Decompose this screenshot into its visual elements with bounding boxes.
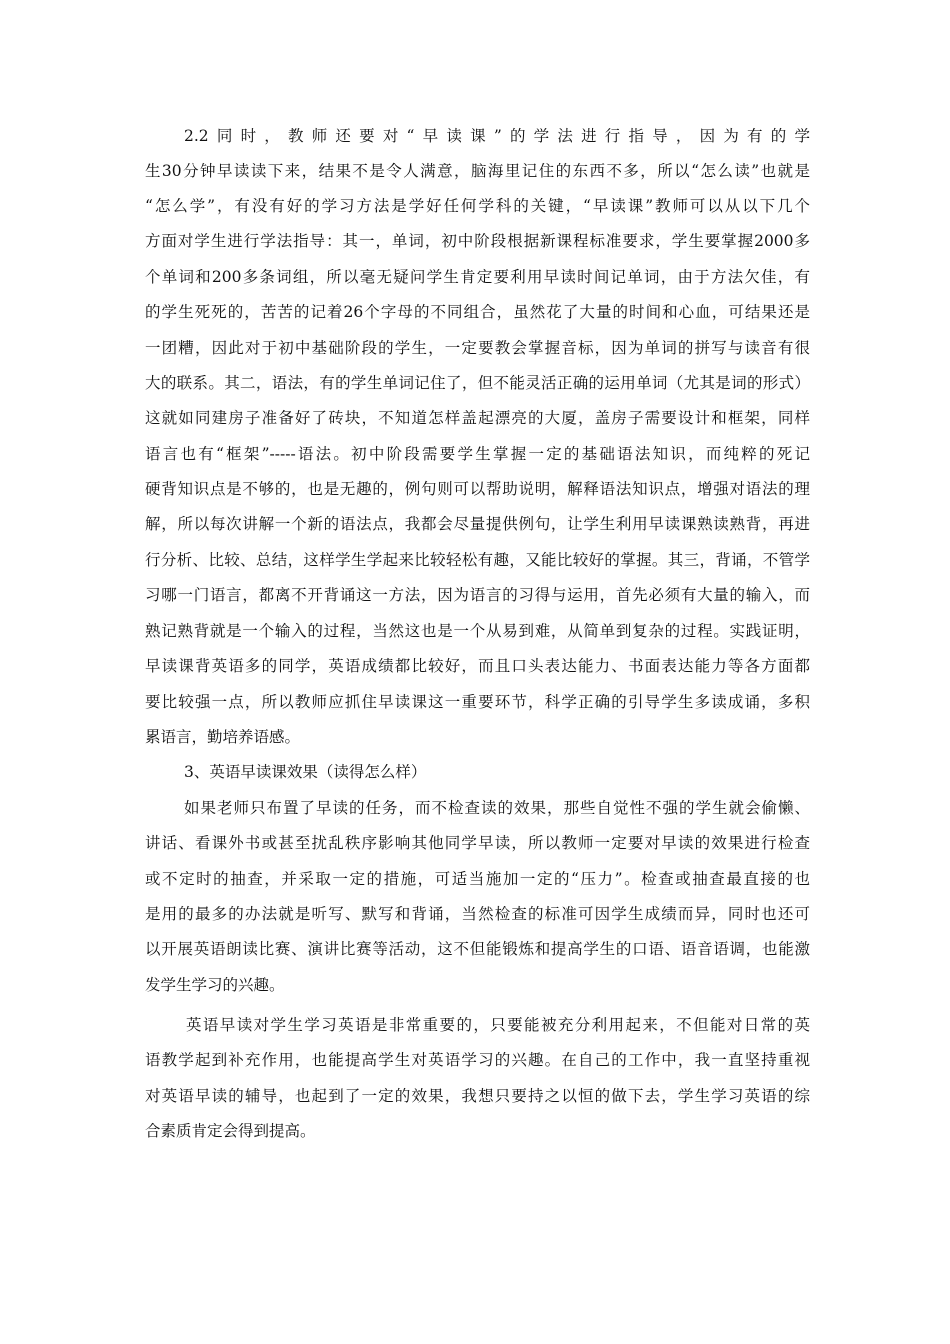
section-2-2-line: 累语言，勤培养语感。 [145, 728, 301, 746]
section-2-2-line: 个单词和200多条词组，所以毫无疑问学生肯定要利用早读时间记单词，由于方法欠佳，有 [145, 268, 810, 286]
section-2-2-line: “怎么学”，有没有好的学习方法是学好任何学科的关键，“早读课”教师可以从以下几个 [145, 197, 810, 215]
section-3-line: 如果老师只布置了早读的任务，而不检查读的效果，那些自觉性不强的学生就会偷懒、 [184, 799, 810, 817]
section-3-line: 讲话、看课外书或甚至扰乱秩序影响其他同学早读，所以教师一定要对早读的效果进行检查 [145, 834, 810, 852]
conclusion-line: 对英语早读的辅导，也起到了一定的效果，我想只要持之以恒的做下去，学生学习英语的综 [145, 1087, 810, 1105]
section-3-line: 以开展英语朗读比赛、演讲比赛等活动，这不但能锻炼和提高学生的口语、语音语调，也能激 [145, 940, 810, 958]
section-2-2-line: 早读课背英语多的同学，英语成绩都比较好，而且口头表达能力、书面表达能力等各方面都 [145, 657, 810, 675]
section-2-2-line: 熟记熟背就是一个输入的过程，当然这也是一个从易到难，从简单到复杂的过程。实践证明， [145, 622, 810, 640]
section-2-2-line: 语言也有“框架”-----语法。初中阶段需要学生掌握一定的基础语法知识，而纯粹的死记 [145, 445, 810, 463]
section-2-2-line: 生30分钟早读读下来，结果不是令人满意，脑海里记住的东西不多，所以“怎么读”也就是 [145, 162, 810, 180]
section-2-2-line: 方面对学生进行学法指导：其一，单词，初中阶段根据新课程标准要求，学生要掌握2000多 [145, 232, 810, 250]
section-2-2-line: 一团糟，因此对于初中基础阶段的学生，一定要教会掌握音标，因为单词的拼写与读音有很 [145, 339, 810, 357]
section-2-2-line: 2.2同时，教师还要对“早读课”的学法进行指导，因为有的学 [184, 127, 810, 145]
section-3-line: 是用的最多的办法就是听写、默写和背诵，当然检查的标准可因学生成绩而异，同时也还可 [145, 905, 810, 923]
conclusion-line: 语教学起到补充作用，也能提高学生对英语学习的兴趣。在自己的工作中，我一直坚持重视 [145, 1051, 810, 1069]
section-2-2-line: 硬背知识点是不够的，也是无趣的，例句则可以帮助说明，解释语法知识点，增强对语法的理 [145, 480, 810, 498]
section-3-heading: 3、英语早读课效果（读得怎么样） [184, 763, 427, 781]
section-3-line: 或不定时的抽查，并采取一定的措施，可适当施加一定的“压力”。检查或抽查最直接的也 [145, 870, 810, 888]
section-2-2-line: 的学生死死的，苦苦的记着26个字母的不同组合，虽然花了大量的时间和心血，可结果还是 [145, 303, 810, 321]
conclusion-line: 合素质肯定会得到提高。 [145, 1122, 316, 1140]
section-2-2-line: 习哪一门语言，都离不开背诵这一方法，因为语言的习得与运用，首先必须有大量的输入，而 [145, 586, 810, 604]
section-2-2-line: 解，所以每次讲解一个新的语法点，我都会尽量提供例句，让学生利用早读课熟读熟背，再进 [145, 515, 810, 533]
section-2-2-line: 这就如同建房子准备好了砖块，不知道怎样盖起漂亮的大厦，盖房子需要设计和框架，同样 [145, 409, 810, 427]
section-2-2-line: 要比较强一点，所以教师应抓住早读课这一重要环节，科学正确的引导学生多读成诵，多积 [145, 693, 810, 711]
conclusion-line: 英语早读对学生学习英语是非常重要的，只要能被充分利用起来，不但能对日常的英 [186, 1016, 810, 1034]
section-3-line: 发学生学习的兴趣。 [145, 976, 285, 994]
section-2-2-line: 行分析、比较、总结，这样学生学起来比较轻松有趣，又能比较好的掌握。其三，背诵，不管学 [145, 551, 810, 569]
section-2-2-line: 大的联系。其二，语法，有的学生单词记住了，但不能灵活正确的运用单词（尤其是词的形式） [145, 374, 810, 392]
